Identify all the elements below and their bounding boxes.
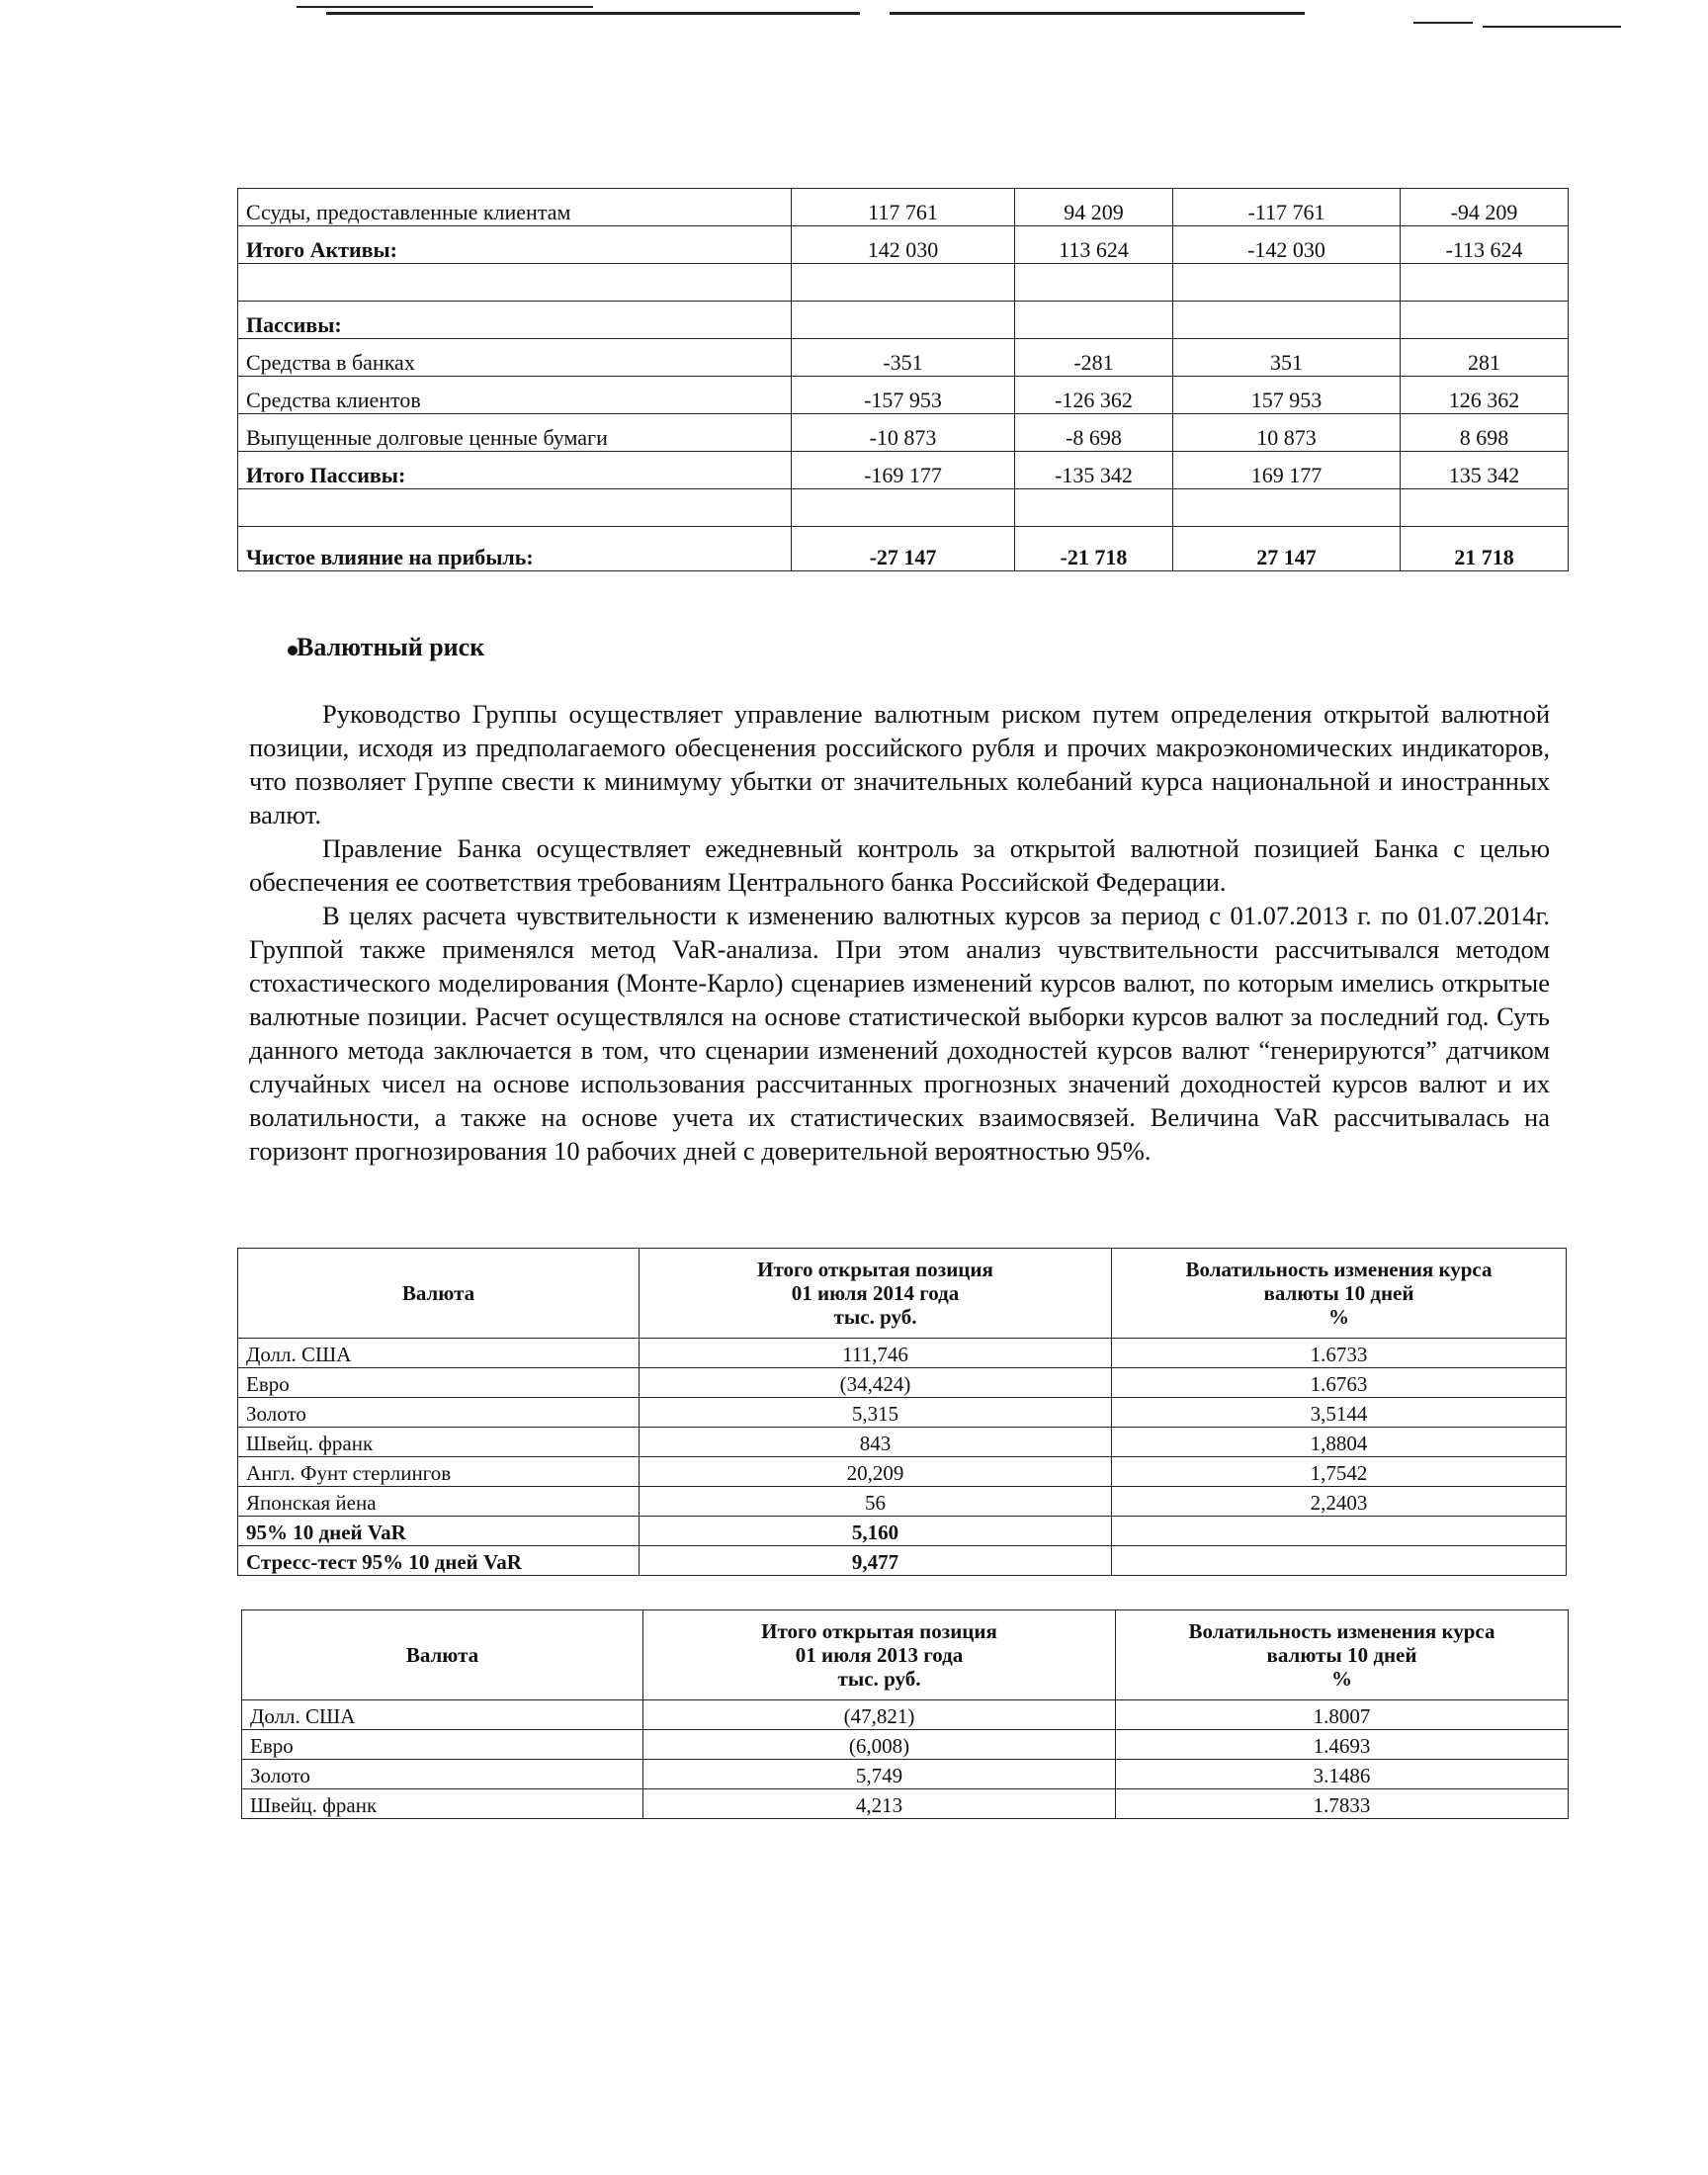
- volatility-cell: 1.6763: [1112, 1368, 1567, 1398]
- volatility-cell: 1.7833: [1116, 1789, 1569, 1819]
- volatility-cell: 1.8007: [1116, 1700, 1569, 1730]
- value-cell: 117 761: [792, 189, 1015, 226]
- table-row: [238, 1457, 1567, 1487]
- currency-cell: Евро: [242, 1730, 643, 1760]
- position-cell: 5,749: [643, 1760, 1116, 1789]
- table-row: [238, 264, 1569, 302]
- header-volatility: [1112, 1249, 1567, 1339]
- volatility-cell: 1.4693: [1116, 1730, 1569, 1760]
- value-cell: -142 030: [1173, 226, 1401, 264]
- table-row: [238, 377, 1569, 414]
- currency-cell: Швейц. франк: [242, 1789, 643, 1819]
- position-cell: (34,424): [640, 1368, 1112, 1398]
- table-row: [238, 189, 1569, 226]
- table-row: [238, 1368, 1567, 1398]
- volatility-cell: 2,2403: [1112, 1487, 1567, 1517]
- value-cell: [1015, 264, 1173, 302]
- value-cell: 126 362: [1401, 377, 1569, 414]
- volatility-cell: [1112, 1546, 1567, 1576]
- currency-cell: Швейц. франк: [238, 1428, 640, 1457]
- table-row: [238, 339, 1569, 377]
- volatility-cell: 3.1486: [1116, 1760, 1569, 1789]
- value-cell: -351: [792, 339, 1015, 377]
- table-row: [238, 1546, 1567, 1576]
- header-line: Итого открытая позиция: [761, 1619, 997, 1643]
- header-line: тыс. руб.: [837, 1667, 921, 1691]
- row-label: Итого Пассивы:: [238, 452, 792, 489]
- table-row: [238, 452, 1569, 489]
- value-cell: [1173, 489, 1401, 527]
- header-position: [643, 1610, 1116, 1700]
- table-row: [238, 1428, 1567, 1457]
- volatility-cell: 1.6733: [1112, 1339, 1567, 1368]
- scan-artifact-line: [1483, 26, 1621, 28]
- row-label: Средства в банках: [238, 339, 792, 377]
- header-line: 01 июля 2013 года: [795, 1643, 964, 1667]
- volatility-cell: [1112, 1517, 1567, 1546]
- var-table-2013: [241, 1610, 1569, 1819]
- var-table-2014: [237, 1248, 1567, 1576]
- table-row: [242, 1789, 1569, 1819]
- currency-cell: Золото: [238, 1398, 640, 1428]
- value-cell: [1015, 489, 1173, 527]
- value-cell: [792, 264, 1015, 302]
- value-cell: [1401, 302, 1569, 339]
- row-label: Итого Активы:: [238, 226, 792, 264]
- row-label: Средства клиентов: [238, 377, 792, 414]
- volatility-cell: 3,5144: [1112, 1398, 1567, 1428]
- table-row: [238, 1398, 1567, 1428]
- row-label: Пассивы:: [238, 302, 792, 339]
- row-label: Выпущенные долговые ценные бумаги: [238, 414, 792, 452]
- section-body: [249, 697, 1550, 1168]
- header-position: [640, 1249, 1112, 1339]
- value-cell: 281: [1401, 339, 1569, 377]
- currency-cell: Золото: [242, 1760, 643, 1789]
- paragraph: Правление Банка осуществляет ежедневный контроль за открытой валютной позицией Банка с целью обеспечения ее соответствия требованиям Центрального банка Российской Федерации.: [249, 833, 1550, 897]
- position-cell: 56: [640, 1487, 1112, 1517]
- value-cell: -281: [1015, 339, 1173, 377]
- value-cell: [792, 302, 1015, 339]
- value-cell: 142 030: [792, 226, 1015, 264]
- value-cell: 113 624: [1015, 226, 1173, 264]
- value-cell: 169 177: [1173, 452, 1401, 489]
- table-row: [238, 489, 1569, 527]
- value-cell: [1401, 264, 1569, 302]
- value-cell: 135 342: [1401, 452, 1569, 489]
- position-cell: 4,213: [643, 1789, 1116, 1819]
- table-row: [242, 1700, 1569, 1730]
- table-row: [238, 226, 1569, 264]
- row-label: Чистое влияние на прибыль:: [238, 527, 792, 571]
- currency-cell: 95% 10 дней VaR: [238, 1517, 640, 1546]
- value-cell: [1173, 264, 1401, 302]
- value-cell: -27 147: [792, 527, 1015, 571]
- currency-cell: Евро: [238, 1368, 640, 1398]
- value-cell: -169 177: [792, 452, 1015, 489]
- header-line: Волатильность изменения курса: [1188, 1619, 1495, 1643]
- value-cell: 8 698: [1401, 414, 1569, 452]
- header-line: Итого открытая позиция: [757, 1258, 993, 1281]
- header-line: тыс. руб.: [833, 1305, 917, 1329]
- position-cell: 5,315: [640, 1398, 1112, 1428]
- volatility-cell: 1,7542: [1112, 1457, 1567, 1487]
- header-line: валюты 10 дней: [1266, 1643, 1417, 1667]
- position-cell: 843: [640, 1428, 1112, 1457]
- scan-artifact-line: [890, 12, 1305, 15]
- scan-artifact-line: [1413, 22, 1473, 24]
- scan-artifact-line: [326, 12, 860, 15]
- value-cell: -8 698: [1015, 414, 1173, 452]
- value-cell: 157 953: [1173, 377, 1401, 414]
- position-cell: 20,209: [640, 1457, 1112, 1487]
- interest-rate-sensitivity-table: [237, 188, 1569, 571]
- header-line: %: [1328, 1305, 1349, 1329]
- currency-cell: Англ. Фунт стерлингов: [238, 1457, 640, 1487]
- currency-cell: Стресс-тест 95% 10 дней VaR: [238, 1546, 640, 1576]
- value-cell: -157 953: [792, 377, 1015, 414]
- table-row: [242, 1760, 1569, 1789]
- header-line: 01 июля 2014 года: [791, 1281, 960, 1305]
- currency-cell: Долл. США: [238, 1339, 640, 1368]
- table-row: [238, 302, 1569, 339]
- row-label: [238, 489, 792, 527]
- table-row: [242, 1730, 1569, 1760]
- scan-artifact-line: [297, 6, 593, 8]
- total-row: [238, 527, 1569, 571]
- currency-cell: Японская йена: [238, 1487, 640, 1517]
- row-label: [238, 264, 792, 302]
- value-cell: [1173, 302, 1401, 339]
- value-cell: -126 362: [1015, 377, 1173, 414]
- value-cell: 10 873: [1173, 414, 1401, 452]
- currency-cell: Долл. США: [242, 1700, 643, 1730]
- value-cell: -10 873: [792, 414, 1015, 452]
- value-cell: [1401, 489, 1569, 527]
- table-row: [238, 1487, 1567, 1517]
- paragraph: В целях расчета чувствительности к изменению валютных курсов за период с 01.07.2013 г. по 01.07.2014г. Группой также применялся метод VaR-анализа. При этом анализ чувствительности рассчитывался методом стохастического моделирования (Монте-Карло) сценариев изменений курсов валют, по которым имелись открытые валютные позиции. Расчет осуществлялся на основе статистической выборки курсов валют за последний год. Суть данного метода заключается в том, что сценарии изменений доходностей курсов валют “генерируются” датчиком случайных чисел на основе использования рассчитанных прогнозных значений доходностей курсов валют и их волатильности, а также на основе учета их статистических взаимосвязей. Величина VaR рассчитывалась на горизонт прогнозирования 10 рабочих дней с доверительной вероятностью 95%.: [249, 901, 1550, 1166]
- paragraph: Руководство Группы осуществляет управление валютным риском путем определения открытой валютной позиции, исходя из предполагаемого обесценения российского рубля и прочих макроэкономических индикаторов, что позволяет Группе свести к минимуму убытки от значительных колебаний курса национальной и иностранных валют.: [249, 699, 1550, 829]
- value-cell: 351: [1173, 339, 1401, 377]
- value-cell: [792, 489, 1015, 527]
- value-cell: -94 209: [1401, 189, 1569, 226]
- volatility-cell: 1,8804: [1112, 1428, 1567, 1457]
- position-cell: 5,160: [640, 1517, 1112, 1546]
- position-cell: (6,008): [643, 1730, 1116, 1760]
- position-cell: (47,821): [643, 1700, 1116, 1730]
- value-cell: -113 624: [1401, 226, 1569, 264]
- value-cell: [1015, 302, 1173, 339]
- table-row: [238, 1517, 1567, 1546]
- value-cell: 21 718: [1401, 527, 1569, 571]
- position-cell: 111,746: [640, 1339, 1112, 1368]
- header-line: %: [1331, 1667, 1352, 1691]
- table-row: [238, 414, 1569, 452]
- header-line: валюты 10 дней: [1263, 1281, 1414, 1305]
- table-row: [238, 1339, 1567, 1368]
- header-currency: Валюта: [242, 1610, 643, 1700]
- value-cell: 27 147: [1173, 527, 1401, 571]
- row-label: Ссуды, предоставленные клиентам: [238, 189, 792, 226]
- position-cell: 9,477: [640, 1546, 1112, 1576]
- header-line: Волатильность изменения курса: [1185, 1258, 1493, 1281]
- value-cell: -135 342: [1015, 452, 1173, 489]
- section-heading: Валютный риск: [297, 633, 485, 661]
- header-volatility: [1116, 1610, 1569, 1700]
- value-cell: -21 718: [1015, 527, 1173, 571]
- header-currency: Валюта: [238, 1249, 640, 1339]
- value-cell: -117 761: [1173, 189, 1401, 226]
- value-cell: 94 209: [1015, 189, 1173, 226]
